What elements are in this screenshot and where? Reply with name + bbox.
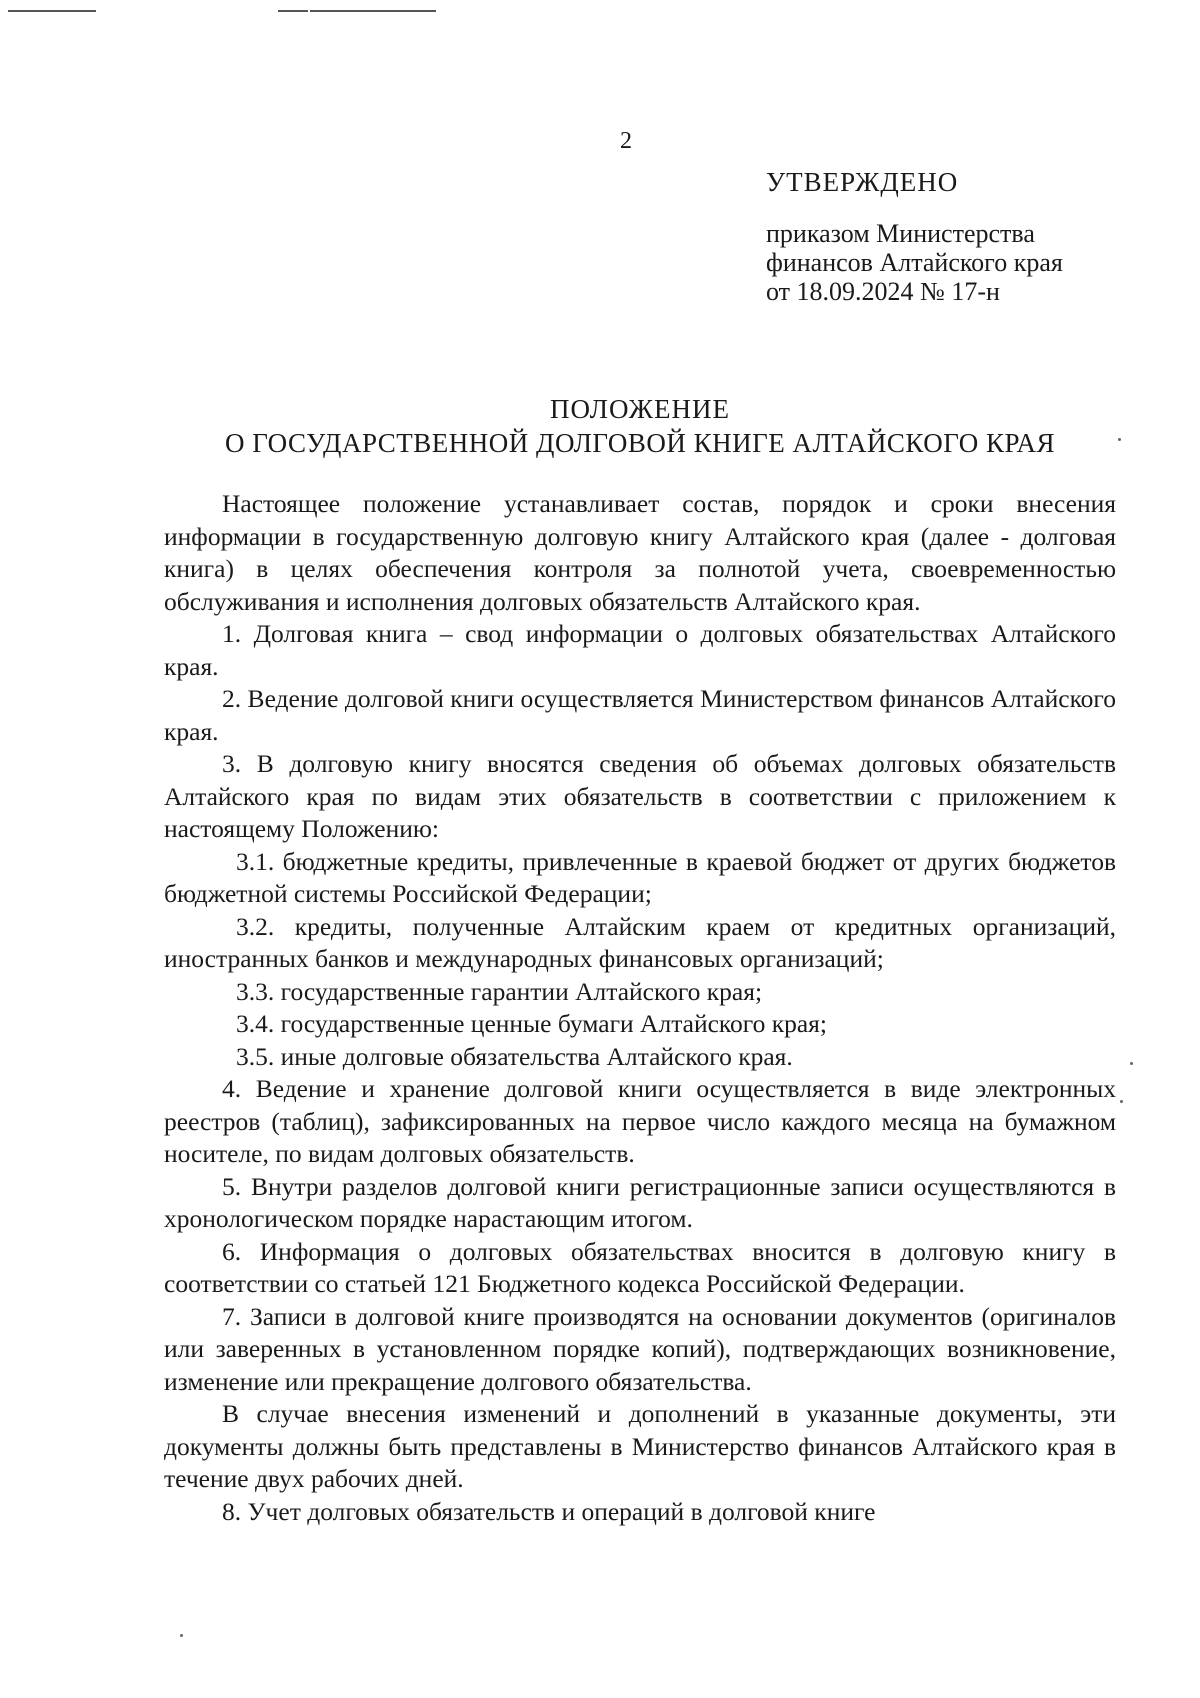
scan-edge-line [8,10,96,12]
paragraph: 3. В долговую книгу вносятся сведения об объемах долговых обязательств Алтайского края по видам этих обязательств в соответствии с приложением к настоящему Положению: [164,749,1116,843]
scan-speck [180,1634,183,1637]
paragraph: 5. Внутри разделов долговой книги регистрационные записи осуществляются в хронологическом порядке нарастающим итогом. [164,1171,1116,1233]
paragraph: 3.3. государственные гарантии Алтайского края; [236,976,763,1006]
paragraph: 2. Ведение долговой книги осуществляется Министерством финансов Алтайского края. [164,684,1116,746]
document-title [0,392,1200,460]
paragraph: 6. Информация о долговых обязательствах вносится в долговую книгу в соответствии со статьей 121 Бюджетного кодекса Российской Федерации. [164,1236,1116,1298]
title-line: ПОЛОЖЕНИЕ [550,394,730,424]
approval-title: УТВЕРЖДЕНО [766,167,959,197]
title-line: О ГОСУДАРСТВЕННОЙ ДОЛГОВОЙ КНИГЕ АЛТАЙСКОГО КРАЯ [224,428,1056,458]
paragraph: 3.2. кредиты, полученные Алтайским краем от кредитных организаций, иностранных банков и международных финансовых организаций; [164,911,1116,973]
approval-line: приказом Министерства [766,219,1035,248]
scan-speck [1120,1100,1123,1103]
scan-speck [1130,1062,1133,1065]
page-number: 2 [620,128,632,154]
paragraph: 8. Учет долговых обязательств и операций в долговой книге [222,1496,876,1526]
paragraph: 3.5. иные долговые обязательства Алтайского края. [236,1041,793,1071]
document-body [164,488,1116,1528]
paragraph: 4. Ведение и хранение долговой книги осуществляется в виде электронных реестров (таблиц), зафиксированных на первое число каждого месяца на бумажном носителе, по видам долговых обязательств. [164,1074,1116,1168]
paragraph: 1. Долговая книга – свод информации о долговых обязательствах Алтайского края. [164,619,1116,681]
approval-stamp [766,168,1063,306]
scan-edge-line [310,10,436,12]
paragraph: Настоящее положение устанавливает состав, порядок и сроки внесения информации в государственную долговую книгу Алтайского края (далее - долговая книга) в целях обеспечения контроля за полнотой учета, своевременностью обслуживания и исполнения долговых обязательств Алтайского края. [164,489,1116,616]
paragraph: 3.1. бюджетные кредиты, привлеченные в краевой бюджет от других бюджетов бюджетной системы Российской Федерации; [164,846,1116,908]
scan-speck [1118,438,1121,441]
scan-edge-line [278,10,308,12]
approval-line: от 18.09.2024 № 17-н [766,277,1000,306]
approval-line: финансов Алтайского края [766,248,1063,277]
paragraph: В случае внесения изменений и дополнений в указанные документы, эти документы должны быть представлены в Министерство финансов Алтайского края в течение двух рабочих дней. [164,1399,1116,1493]
paragraph: 7. Записи в долговой книге производятся на основании документов (оригиналов или заверенных в установленном порядке копий), подтверждающих возникновение, изменение или прекращение долгового обязательства. [164,1301,1116,1396]
paragraph: 3.4. государственные ценные бумаги Алтайского края; [236,1009,827,1038]
